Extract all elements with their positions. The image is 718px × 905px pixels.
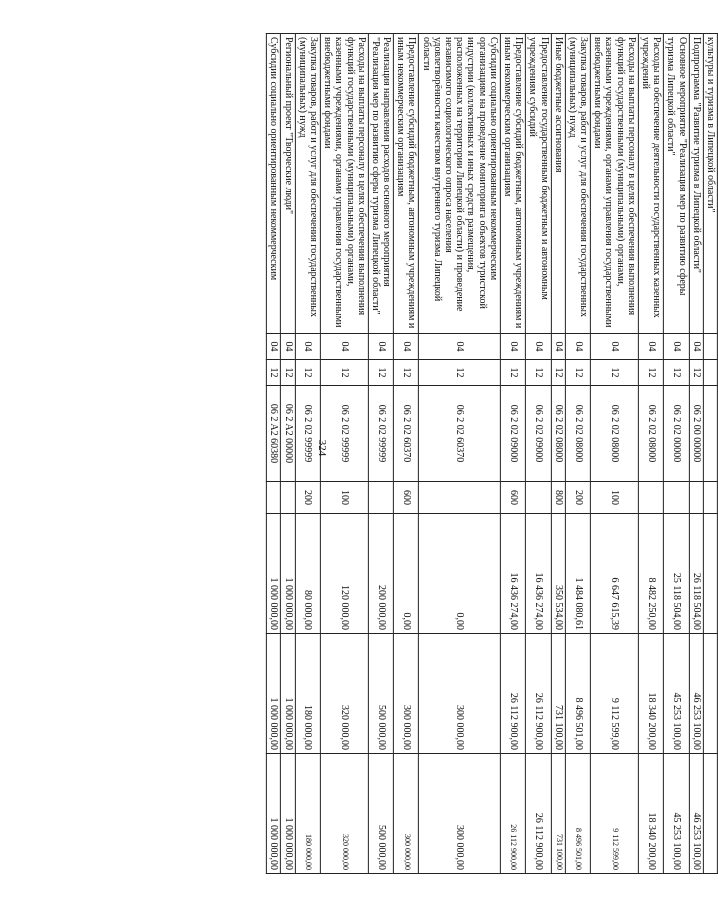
- table-row: [591, 33, 639, 873]
- table-row: [638, 33, 663, 873]
- row-target-article-cell: 06 2 02 08000: [565, 385, 590, 481]
- row-name-cell: Региональный проект "Творческие люди": [281, 33, 295, 333]
- row-value-2-cell: 320 000,00: [320, 633, 368, 753]
- row-name-cell: Предоставление субсидий бюджетным, автономным учреждениям и иным некоммерческим организациям: [394, 33, 419, 333]
- row-value-1-cell: 0,00: [394, 513, 419, 633]
- row-expense-type-cell: [419, 481, 500, 513]
- row-value-1-cell: 120 000,00: [320, 513, 368, 633]
- row-section-code-cell: 04: [419, 333, 500, 359]
- row-value-2-cell: 731 100,00: [551, 633, 565, 753]
- row-expense-type-cell: [368, 481, 393, 513]
- table-row: [703, 33, 717, 873]
- row-target-article-cell: 06 2 02 99999: [295, 385, 320, 481]
- page-number: 324: [316, 439, 328, 457]
- row-value-1-cell: 16 436 274,00: [500, 513, 525, 633]
- row-value-3-cell: 45 253 100,00: [664, 753, 689, 873]
- row-target-article-cell: 06 2 02 09000: [526, 385, 551, 481]
- table-row: [664, 33, 689, 873]
- row-subsection-code-cell: 12: [500, 359, 525, 385]
- row-expense-type-cell: [664, 481, 689, 513]
- row-name-cell: Предоставление субсидий бюджетным, автономным учреждениям и иным некоммерческим организациям: [500, 33, 525, 333]
- row-section-code-cell: 04: [320, 333, 368, 359]
- row-expense-type-cell: 100: [320, 481, 368, 513]
- row-section-code-cell: 04: [394, 333, 419, 359]
- row-target-article-cell: 06 2 02 08000: [638, 385, 663, 481]
- row-value-2-cell: 26 112 900,00: [500, 633, 525, 753]
- row-subsection-code-cell: 12: [638, 359, 663, 385]
- row-value-2-cell: 300 000,00: [419, 633, 500, 753]
- row-value-2-cell: 18 340 200,00: [638, 633, 663, 753]
- row-section-code-cell: 04: [368, 333, 393, 359]
- row-target-article-cell: 06 2 00 00000: [689, 385, 703, 481]
- row-value-1-cell: 1 000 000,00: [267, 513, 281, 633]
- row-expense-type-cell: [267, 481, 281, 513]
- row-section-code-cell: 04: [281, 333, 295, 359]
- row-value-3-cell: 1 000 000,00: [281, 753, 295, 873]
- row-expense-type-cell: [281, 481, 295, 513]
- row-subsection-code-cell: 12: [394, 359, 419, 385]
- row-section-code-cell: 04: [267, 333, 281, 359]
- row-value-3-cell: 9 112 599,00: [591, 753, 639, 873]
- row-expense-type-cell: 200: [565, 481, 590, 513]
- row-name-cell: Основное мероприятие "Реализация мер по развитию сферы туризма Липецкой области": [664, 33, 689, 333]
- row-value-3-cell: 8 496 501,00: [565, 753, 590, 873]
- row-value-2-cell: 26 112 900,00: [526, 633, 551, 753]
- row-expense-type-cell: [526, 481, 551, 513]
- row-subsection-code-cell: 12: [565, 359, 590, 385]
- row-value-1-cell: [703, 513, 717, 633]
- row-value-3-cell: 46 253 100,00: [689, 753, 703, 873]
- row-value-2-cell: 300 000,00: [394, 633, 419, 753]
- row-value-3-cell: 731 100,00: [551, 753, 565, 873]
- row-value-1-cell: 0,00: [419, 513, 500, 633]
- row-subsection-code-cell: [703, 359, 717, 385]
- table-row: [419, 33, 500, 873]
- row-subsection-code-cell: 12: [526, 359, 551, 385]
- row-value-3-cell: 300 000,00: [419, 753, 500, 873]
- row-name-cell: Реализация направления расходов основного мероприятия "Реализация мер по развитию сферы туризма Липецкой области": [368, 33, 393, 333]
- row-subsection-code-cell: 12: [368, 359, 393, 385]
- row-expense-type-cell: 600: [500, 481, 525, 513]
- row-value-1-cell: 1 000 000,00: [281, 513, 295, 633]
- table-row: [500, 33, 525, 873]
- row-expense-type-cell: 600: [394, 481, 419, 513]
- row-section-code-cell: 04: [551, 333, 565, 359]
- row-name-cell: Иные бюджетные ассигнования: [551, 33, 565, 333]
- row-expense-type-cell: 100: [591, 481, 639, 513]
- row-value-3-cell: [703, 753, 717, 873]
- row-target-article-cell: 06 2 02 08000: [591, 385, 639, 481]
- budget-table: [266, 33, 718, 874]
- row-subsection-code-cell: 12: [689, 359, 703, 385]
- row-value-1-cell: 350 534,00: [551, 513, 565, 633]
- row-expense-type-cell: [638, 481, 663, 513]
- row-target-article-cell: 06 2 02 00000: [664, 385, 689, 481]
- row-section-code-cell: 04: [526, 333, 551, 359]
- row-value-1-cell: 16 436 274,00: [526, 513, 551, 633]
- row-value-2-cell: 1 000 000,00: [267, 633, 281, 753]
- row-expense-type-cell: [703, 481, 717, 513]
- row-section-code-cell: 04: [638, 333, 663, 359]
- row-value-1-cell: 8 482 250,00: [638, 513, 663, 633]
- row-value-1-cell: 6 647 615,39: [591, 513, 639, 633]
- row-name-cell: Закупка товаров, работ и услуг для обеспечения государственных (муниципальных) нужд: [295, 33, 320, 333]
- table-row: [565, 33, 590, 873]
- row-value-3-cell: 26 112 900,00: [500, 753, 525, 873]
- row-section-code-cell: 04: [295, 333, 320, 359]
- row-name-cell: Закупка товаров, работ и услуг для обеспечения государственных (муниципальных) нужд: [565, 33, 590, 333]
- row-value-2-cell: 1 000 000,00: [281, 633, 295, 753]
- row-name-cell: Расходы на выплаты персоналу в целях обеспечения выполнения функций государственными (муниципальными) органами, казенными учреждениями, органами управления государственными внебюджетными фондами: [320, 33, 368, 333]
- row-subsection-code-cell: 12: [320, 359, 368, 385]
- row-value-2-cell: 500 000,00: [368, 633, 393, 753]
- row-name-cell: Подпрограмма "Развитие туризма в Липецкой области": [689, 33, 703, 333]
- row-name-cell: Расходы на выплаты персоналу в целях обеспечения выполнения функций государственными (муниципальными) органами, казенными учреждениями, органами управления государственными внебюджетными фондами: [591, 33, 639, 333]
- row-value-2-cell: 9 112 599,00: [591, 633, 639, 753]
- row-name-cell: культуры и туризма в Липецкой области": [703, 33, 717, 333]
- row-expense-type-cell: 200: [295, 481, 320, 513]
- row-target-article-cell: 06 2 A2 60380: [267, 385, 281, 481]
- row-subsection-code-cell: 12: [551, 359, 565, 385]
- row-value-3-cell: 18 340 200,00: [638, 753, 663, 873]
- table-row: [295, 33, 320, 873]
- row-subsection-code-cell: 12: [295, 359, 320, 385]
- row-name-cell: Расходы на обеспечение деятельности государственных казенных учреждений: [638, 33, 663, 333]
- row-value-1-cell: 80 000,00: [295, 513, 320, 633]
- row-value-2-cell: [703, 633, 717, 753]
- row-subsection-code-cell: 12: [281, 359, 295, 385]
- row-section-code-cell: 04: [591, 333, 639, 359]
- table-row: [368, 33, 393, 873]
- row-value-2-cell: 8 496 501,00: [565, 633, 590, 753]
- row-target-article-cell: 06 2 02 60370: [394, 385, 419, 481]
- table-row: [320, 33, 368, 873]
- row-subsection-code-cell: 12: [267, 359, 281, 385]
- row-name-cell: Субсидии социально ориентированным некоммерческим: [267, 33, 281, 333]
- row-value-3-cell: 26 112 900,00: [526, 753, 551, 873]
- row-value-2-cell: 45 253 100,00: [664, 633, 689, 753]
- row-section-code-cell: 04: [689, 333, 703, 359]
- row-value-2-cell: 46 253 100,00: [689, 633, 703, 753]
- row-value-1-cell: 25 118 504,00: [664, 513, 689, 633]
- row-target-article-cell: 06 2 02 99999: [368, 385, 393, 481]
- row-subsection-code-cell: 12: [419, 359, 500, 385]
- row-value-3-cell: 320 000,00: [320, 753, 368, 873]
- row-section-code-cell: 04: [664, 333, 689, 359]
- table-row: [689, 33, 703, 873]
- row-value-3-cell: 1 000 000,00: [267, 753, 281, 873]
- row-target-article-cell: 06 2 02 99999: [320, 385, 368, 481]
- table-row: [394, 33, 419, 873]
- row-expense-type-cell: 800: [551, 481, 565, 513]
- row-value-3-cell: 300 000,00: [394, 753, 419, 873]
- row-name-cell: Субсидии социально ориентированным некоммерческим организациям на проведение мониторинга объектов туристской индустрии (коллективных и иных средств размещения, расположенных на территории Липецкой области) и проведение независимого социологического опроса населения удовлетворённости качеством внутреннего туризма Липецкой области: [419, 33, 500, 333]
- row-name-cell: Предоставление государственным бюджетным и автономным учреждениям субсидий: [526, 33, 551, 333]
- row-section-code-cell: 04: [565, 333, 590, 359]
- row-value-3-cell: 500 000,00: [368, 753, 393, 873]
- table-row: [526, 33, 551, 873]
- row-section-code-cell: [703, 333, 717, 359]
- row-target-article-cell: 06 2 02 09000: [500, 385, 525, 481]
- row-value-1-cell: 26 118 504,00: [689, 513, 703, 633]
- row-value-2-cell: 180 000,00: [295, 633, 320, 753]
- row-target-article-cell: [703, 385, 717, 481]
- row-target-article-cell: 06 2 A2 00000: [281, 385, 295, 481]
- table-row: [551, 33, 565, 873]
- row-target-article-cell: 06 2 02 08000: [551, 385, 565, 481]
- row-subsection-code-cell: 12: [664, 359, 689, 385]
- row-value-1-cell: 200 000,00: [368, 513, 393, 633]
- row-target-article-cell: 06 2 02 60370: [419, 385, 500, 481]
- row-value-1-cell: 1 484 080,61: [565, 513, 590, 633]
- row-value-3-cell: 180 000,00: [295, 753, 320, 873]
- table-row: [281, 33, 295, 873]
- table-row: [267, 33, 281, 873]
- row-expense-type-cell: [689, 481, 703, 513]
- rotated-page: [266, 33, 718, 873]
- row-subsection-code-cell: 12: [591, 359, 639, 385]
- table-body: [267, 33, 718, 873]
- row-section-code-cell: 04: [500, 333, 525, 359]
